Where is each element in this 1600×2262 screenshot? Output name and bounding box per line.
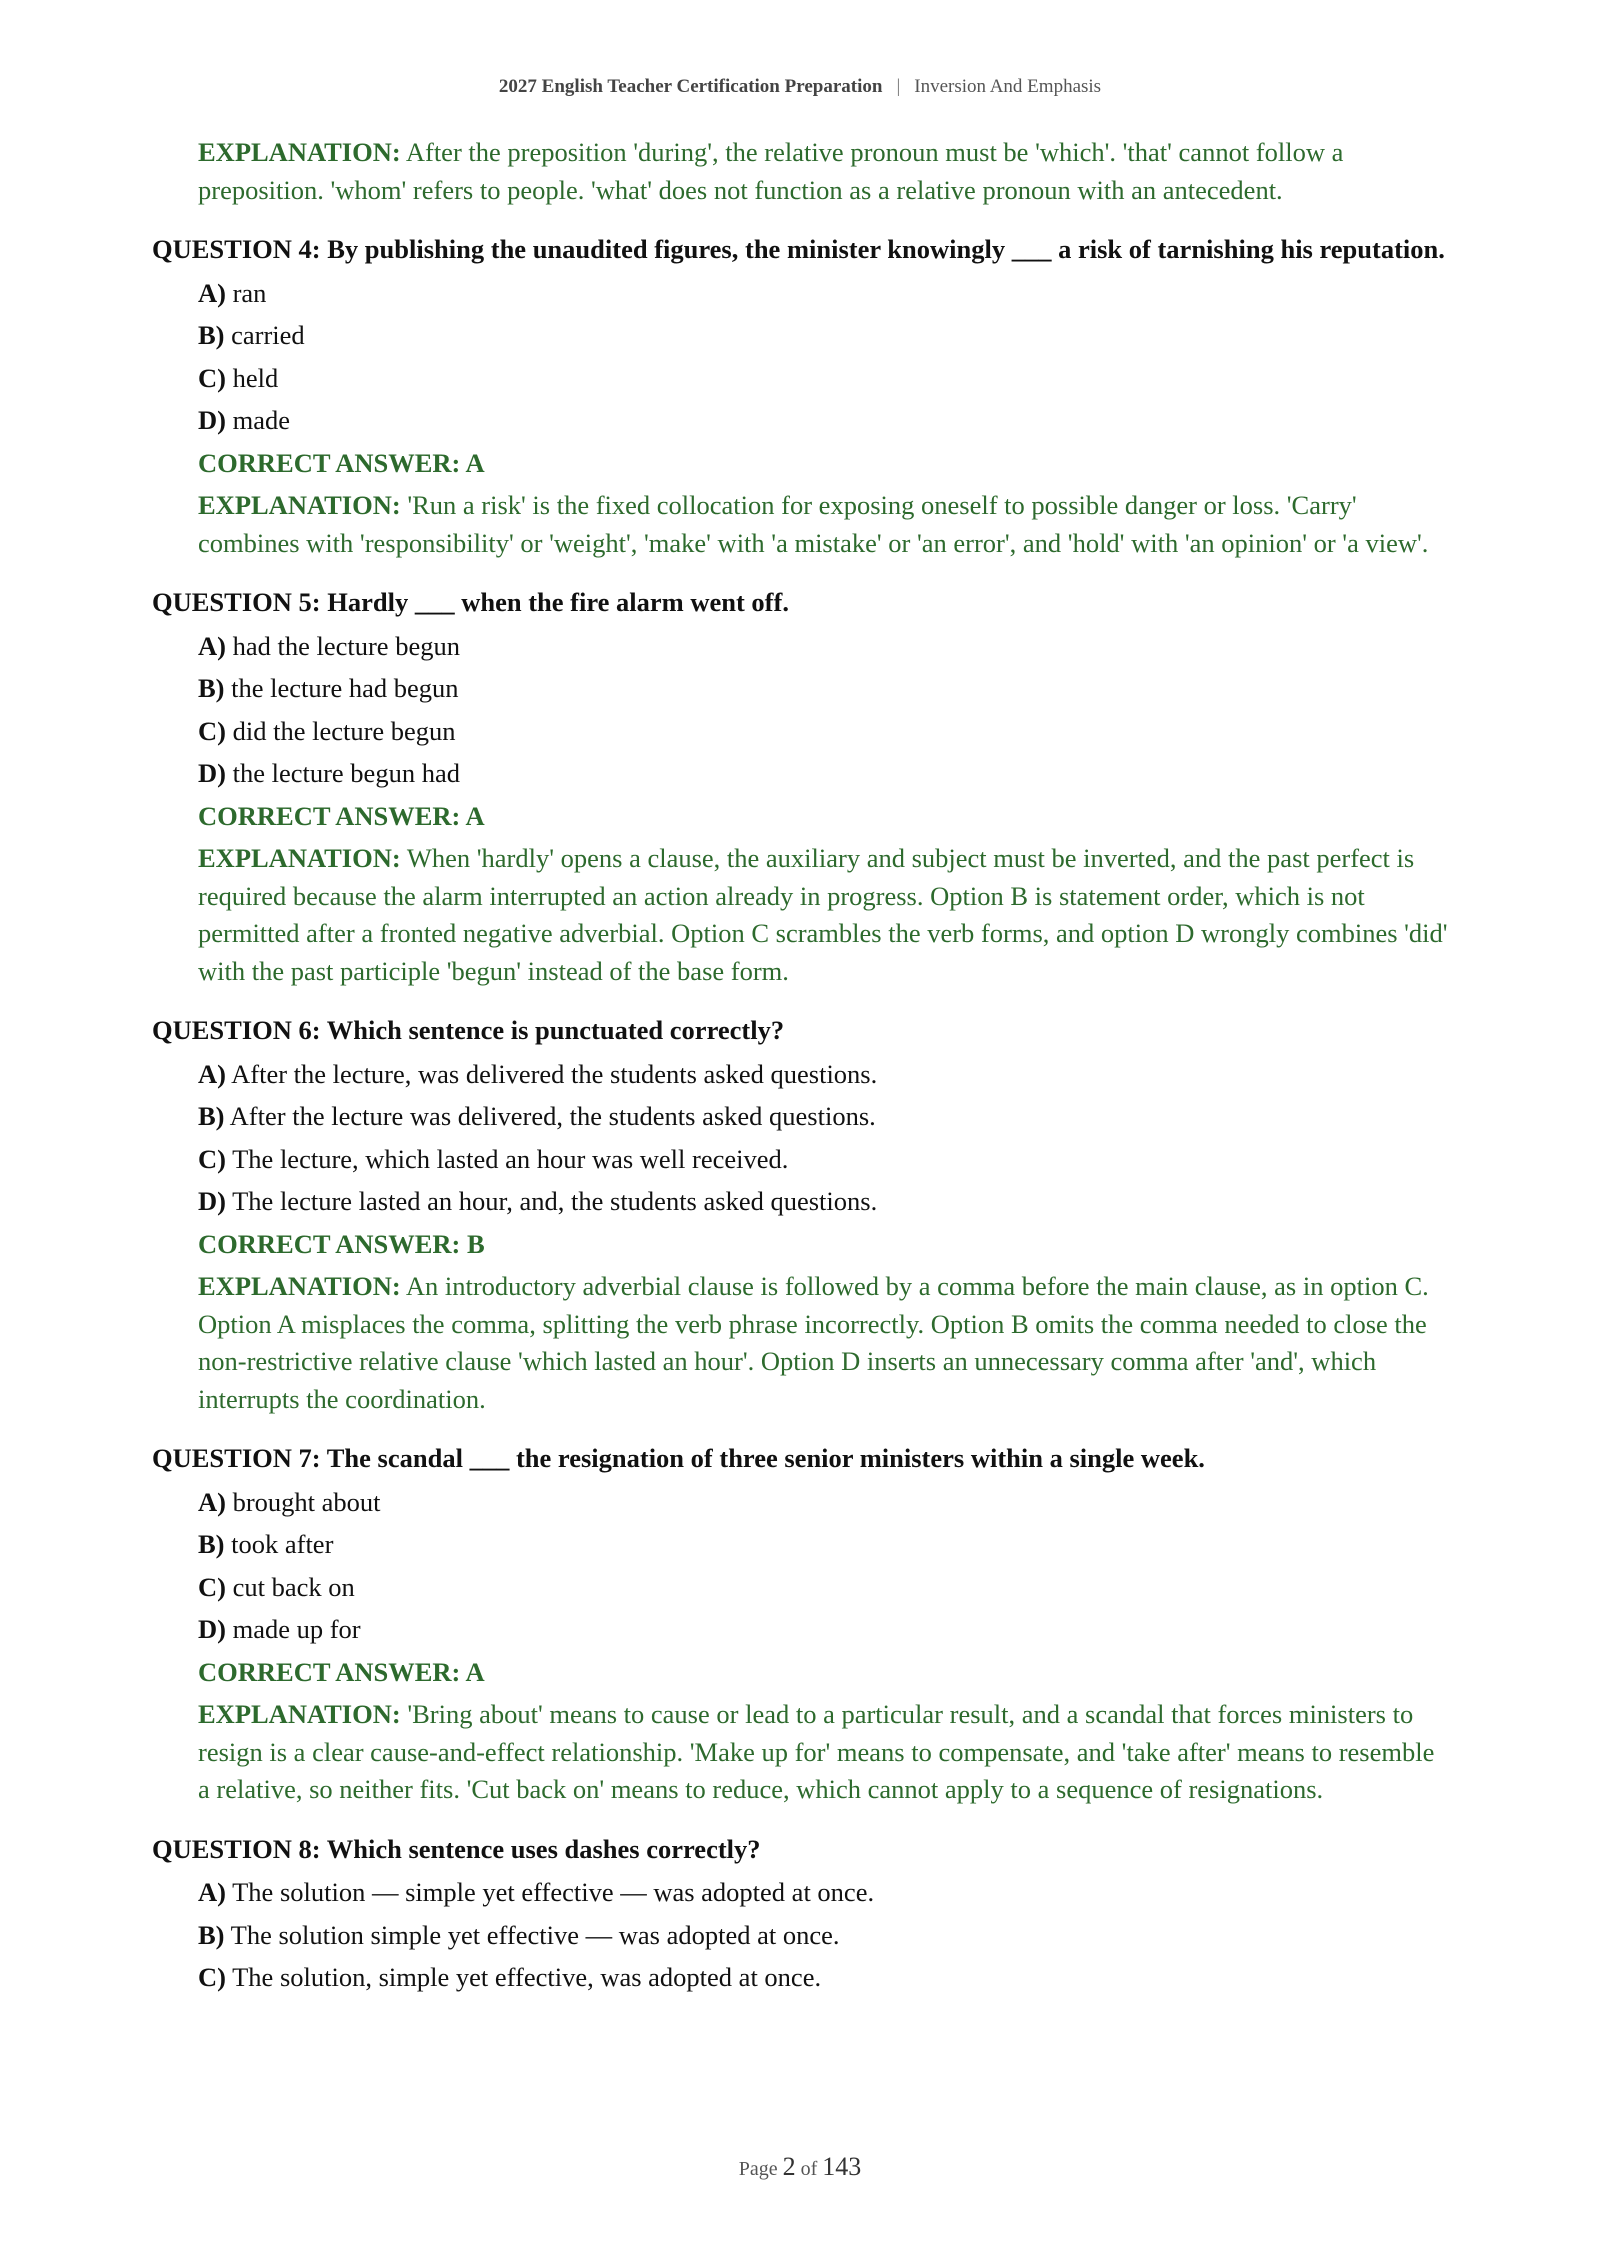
option-text: ran <box>232 277 267 308</box>
option-letter: A) <box>198 630 226 661</box>
answer-option <box>198 402 1452 440</box>
option-text: carried <box>231 320 305 350</box>
header-separator: | <box>896 76 901 97</box>
answer-option <box>198 1056 1452 1094</box>
answer-option <box>198 1526 1452 1564</box>
explanation-text: 'Run a risk' is the fixed collocation for exposing oneself to possible danger or loss. 'Carry' combines with 'responsibility' or 'weight', 'make' with 'a mistake' or 'an error', and 'hold' with 'an opinion' or 'a view'. <box>198 490 1429 558</box>
option-letter: B) <box>198 1529 225 1559</box>
answer-option <box>198 1874 1452 1912</box>
option-letter: B) <box>198 320 225 350</box>
question-block <box>152 584 1452 990</box>
answer-option <box>198 1959 1452 1997</box>
page-word: Page <box>738 2158 778 2180</box>
explanation-label: EXPLANATION: <box>198 843 401 873</box>
page-footer <box>0 2152 1600 2182</box>
option-text: made up for <box>232 1614 361 1644</box>
question-heading: QUESTION 8: Which sentence uses dashes correctly? <box>152 1833 761 1864</box>
answer-option <box>198 275 1452 313</box>
answer-option <box>198 1484 1452 1522</box>
answer-option <box>198 670 1452 708</box>
option-letter: D) <box>198 405 226 435</box>
option-letter: D) <box>198 1614 226 1644</box>
question-heading: QUESTION 7: The scandal ___ the resignation of three senior ministers within a single week. <box>152 1443 1205 1473</box>
option-text: The lecture, which lasted an hour was well received. <box>232 1143 789 1174</box>
section-title: Inversion And Emphasis <box>914 76 1102 97</box>
option-letter: C) <box>198 1962 226 1992</box>
option-text: held <box>232 362 279 393</box>
explanation <box>198 134 1452 209</box>
option-text: After the lecture, was delivered the students asked questions. <box>231 1058 878 1089</box>
option-letter: A) <box>198 1058 226 1089</box>
answer-option <box>198 317 1452 355</box>
explanation-label: EXPLANATION: <box>198 137 401 167</box>
correct-answer: CORRECT ANSWER: A <box>198 447 485 478</box>
explanation-label: EXPLANATION: <box>198 1699 401 1729</box>
current-page-number: 2 <box>782 2152 796 2181</box>
option-letter: A) <box>198 277 226 308</box>
explanation <box>198 487 1452 562</box>
explanation-text: After the preposition 'during', the relative pronoun must be 'which'. 'that' cannot follow a preposition. 'whom' refers to people. 'what' does not function as a relative pronoun with an antecedent. <box>198 137 1344 205</box>
option-text: the lecture begun had <box>232 758 460 788</box>
option-text: brought about <box>232 1486 381 1517</box>
option-letter: A) <box>198 1877 226 1907</box>
option-letter: A) <box>198 1486 226 1517</box>
answer-option <box>198 360 1452 398</box>
answer-option <box>198 1141 1452 1179</box>
question-heading: QUESTION 4: By publishing the unaudited figures, the minister knowingly ___ a risk of tarnishing his reputation. <box>152 234 1445 264</box>
option-text: made <box>232 405 290 435</box>
answer-option <box>198 1183 1452 1221</box>
question-block <box>152 1440 1452 1809</box>
option-letter: C) <box>198 362 226 393</box>
total-pages: 143 <box>822 2152 862 2181</box>
answer-option <box>198 1569 1452 1607</box>
running-header <box>0 76 1600 98</box>
option-text: After the lecture was delivered, the students asked questions. <box>229 1101 876 1131</box>
option-text: The solution — simple yet effective — was adopted at once. <box>232 1877 875 1907</box>
option-text: The solution, simple yet effective, was adopted at once. <box>232 1962 822 1992</box>
explanation-text: When 'hardly' opens a clause, the auxiliary and subject must be inverted, and the past perfect is required because the alarm interrupted an action already in progress. Option B is statement order, which is not permitted after a fronted negative adverbial. Option C scrambles the verb forms, and option D wrongly combines 'did' with the past participle 'begun' instead of the base form. <box>198 843 1448 986</box>
explanation-label: EXPLANATION: <box>198 490 401 520</box>
question-block <box>152 1012 1452 1418</box>
answer-option <box>198 1098 1452 1136</box>
question-block <box>152 231 1452 562</box>
explanation <box>198 840 1452 990</box>
correct-answer: CORRECT ANSWER: A <box>198 800 485 831</box>
page-content <box>152 134 1452 2002</box>
option-text: had the lecture begun <box>232 630 460 661</box>
option-letter: C) <box>198 1571 226 1602</box>
answer-option <box>198 1917 1452 1955</box>
answer-option <box>198 628 1452 666</box>
correct-answer: CORRECT ANSWER: B <box>198 1228 485 1259</box>
answer-option <box>198 713 1452 751</box>
option-letter: D) <box>198 1186 226 1216</box>
document-title: 2027 English Teacher Certification Preparation <box>498 76 883 97</box>
answer-option <box>198 755 1452 793</box>
explanation <box>198 1268 1452 1418</box>
explanation-text: An introductory adverbial clause is followed by a comma before the main clause, as in option C. Option A misplaces the comma, splitting the verb phrase incorrectly. Option B omits the comma needed to close the non-restrictive relative clause 'which lasted an hour'. Option D inserts an unnecessary comma after 'and', which interrupts the coordination. <box>198 1271 1429 1414</box>
option-text: the lecture had begun <box>231 673 459 703</box>
explanation-text: 'Bring about' means to cause or lead to a particular result, and a scandal that forces ministers to resign is a clear cause-and-effect relationship. 'Make up for' means to compensate, and 'take after' means to resemble a relative, so neither fits. 'Cut back on' means to reduce, which cannot apply to a sequence of resignations. <box>198 1699 1435 1804</box>
option-letter: B) <box>198 1919 225 1950</box>
question-heading: QUESTION 5: Hardly ___ when the fire alarm went off. <box>152 587 789 617</box>
option-text: The solution simple yet effective — was adopted at once. <box>230 1919 840 1950</box>
of-word: of <box>800 2158 818 2180</box>
explanation <box>198 1696 1452 1809</box>
answer-option <box>198 1611 1452 1649</box>
option-letter: C) <box>198 715 226 746</box>
option-letter: B) <box>198 1101 225 1131</box>
correct-answer: CORRECT ANSWER: A <box>198 1656 485 1687</box>
question-list <box>152 231 1452 1997</box>
option-letter: D) <box>198 758 226 788</box>
option-text: took after <box>231 1529 334 1559</box>
option-letter: C) <box>198 1143 226 1174</box>
question-heading: QUESTION 6: Which sentence is punctuated correctly? <box>152 1015 785 1045</box>
option-text: The lecture lasted an hour, and, the students asked questions. <box>232 1186 878 1216</box>
explanation-label: EXPLANATION: <box>198 1271 401 1301</box>
option-letter: B) <box>198 673 225 703</box>
option-text: did the lecture begun <box>232 715 456 746</box>
option-text: cut back on <box>232 1571 355 1602</box>
question-block <box>152 1831 1452 1997</box>
